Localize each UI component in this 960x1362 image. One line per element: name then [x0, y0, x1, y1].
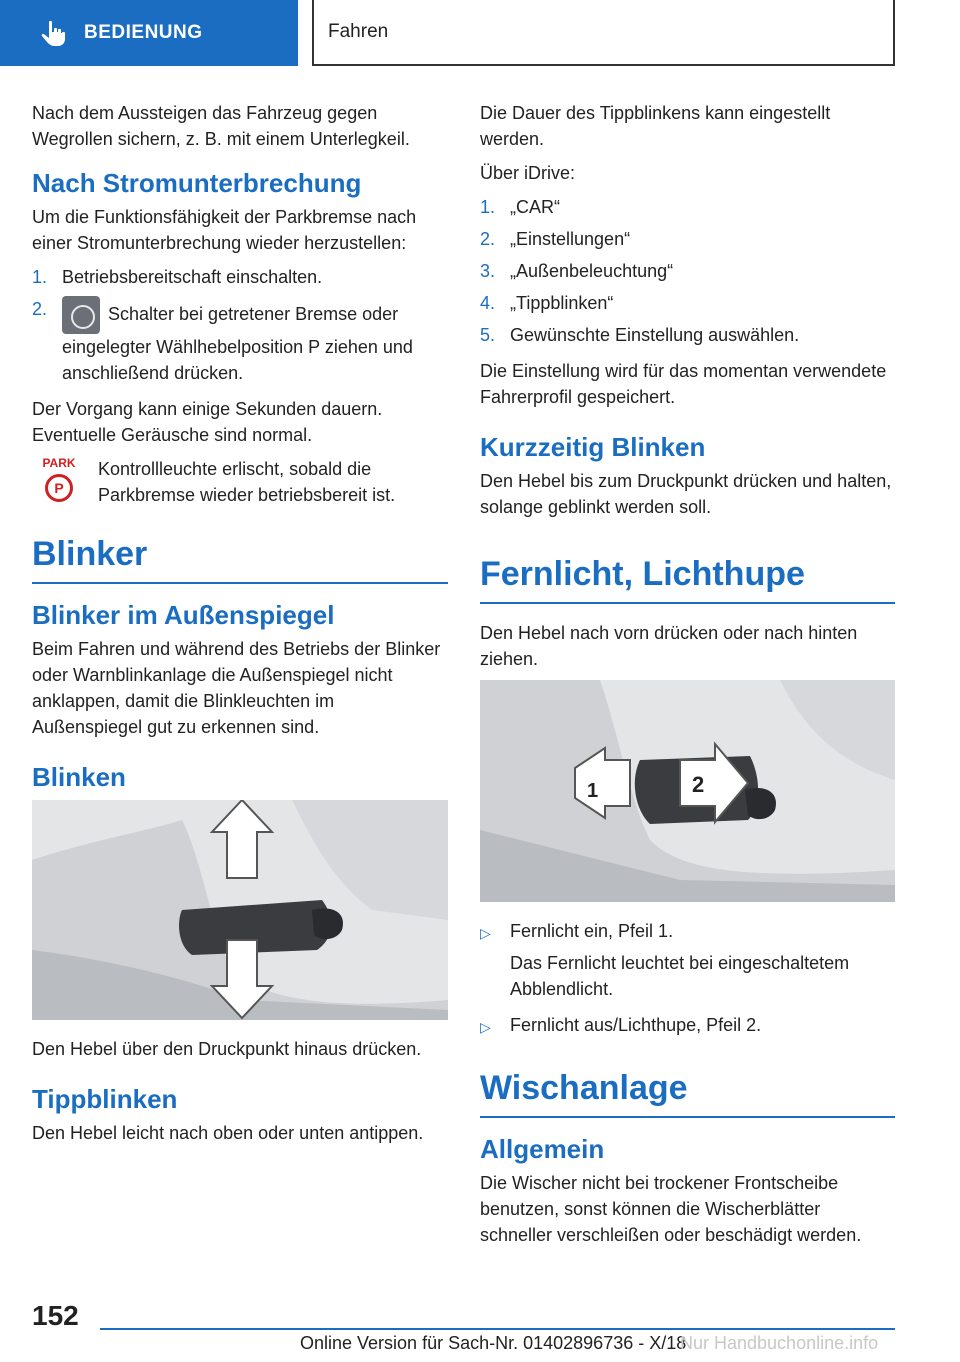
list-item [480, 290, 895, 316]
heading-stromunterbrechung: Nach Stromunterbrechung [32, 168, 362, 198]
step-number: 3. [480, 261, 496, 281]
triangle-bullet-icon: ▷ [480, 925, 491, 941]
list-item [32, 264, 448, 290]
step-number: 5. [480, 325, 496, 345]
triangle-bullet-icon: ▷ [480, 1019, 491, 1035]
lever-figure-graphic [32, 800, 448, 1020]
park-indicator-row [32, 456, 448, 508]
heading-allgemein: Allgemein [480, 1134, 605, 1164]
idrive-paragraph: Über iDrive: [480, 163, 576, 183]
step-text: Gewünschte Einstellung auswählen. [510, 325, 800, 345]
high-beam-lever-illustration [480, 680, 895, 902]
chapter-title: Fahren [328, 21, 389, 42]
blinken-paragraph: Den Hebel über den Druckpunkt hinaus drücken. [32, 1039, 422, 1059]
section-tab [0, 0, 298, 66]
vorgang-paragraph: Der Vorgang kann einige Sekunden dauern. Eventuelle Geräusche sind normal. [32, 399, 383, 445]
section-tab-label: BEDIENUNG [84, 22, 203, 43]
step-number: 4. [480, 293, 496, 313]
strom-steps [32, 264, 448, 386]
step-text: Betriebsbereitschaft einschalten. [62, 267, 323, 287]
fernlicht-paragraph: Den Hebel nach vorn drücken oder nach hinten ziehen. [480, 623, 858, 669]
bullet-subtext: Das Fernlicht leuchtet bei eingeschaltetem Abblendlicht. [510, 953, 850, 999]
strom-paragraph: Um die Funktionsfähigkeit der Parkbremse nach einer Stromunterbrechung wieder herzustellen: [32, 207, 417, 253]
list-item [480, 1012, 895, 1038]
step-text: „CAR“ [510, 197, 560, 217]
bullet-text: Fernlicht aus/Lichthupe, Pfeil 2. [510, 1015, 762, 1035]
heading-tippblinken: Tippblinken [32, 1084, 178, 1114]
heading-fernlicht: Fernlicht, Lichthupe [480, 554, 895, 604]
footer-watermark: Nur Handbuchonline.info [680, 1333, 879, 1353]
gespeichert-paragraph: Die Einstellung wird für das momentan verwendete Fahrerprofil gespeichert. [480, 361, 887, 407]
fernlicht-bullets [480, 918, 895, 1038]
list-item [480, 226, 895, 252]
list-item [32, 296, 448, 386]
page-number: 152 [32, 1300, 79, 1331]
idrive-steps [480, 194, 895, 348]
allgemein-paragraph: Die Wischer nicht bei trockener Frontscheibe benutzen, sonst können die Wischerblätter schneller verschleißen oder beschädigt werden. [480, 1173, 862, 1245]
arrow-label-2: 2 [692, 772, 705, 797]
kurzzeitig-paragraph: Den Hebel bis zum Druckpunkt drücken und halten, solange geblinkt werden soll. [480, 471, 892, 517]
parking-brake-switch-icon [62, 296, 100, 334]
list-item [480, 918, 895, 1002]
park-icon-symbol: P [45, 474, 73, 502]
chapter-header [312, 0, 895, 66]
park-text: Kontrollleuchte erlischt, sobald die Parkbremse wieder betriebsbereit ist. [98, 459, 396, 505]
step-number: 2. [32, 299, 48, 319]
step-text: „Tippblinken“ [510, 293, 614, 313]
heading-blinken: Blinken [32, 762, 126, 792]
step-text: „Außenbeleuchtung“ [510, 261, 674, 281]
list-item [480, 258, 895, 284]
footer-online-version: Online Version für Sach-Nr. 01402896736 - X/18 [300, 1333, 687, 1353]
heading-wischanlage: Wischanlage [480, 1068, 895, 1118]
dauer-paragraph: Die Dauer des Tippblinkens kann eingestellt werden. [480, 103, 831, 149]
step-number: 1. [480, 197, 496, 217]
turn-signal-lever-illustration [32, 800, 448, 1020]
bullet-text: Fernlicht ein, Pfeil 1. [510, 921, 674, 941]
intro-paragraph: Nach dem Aussteigen das Fahrzeug gegen Wegrollen sichern, z. B. mit einem Unterlegkeil. [32, 103, 410, 149]
step-text: „Einstellungen“ [510, 229, 631, 249]
step-text: Schalter bei getretener Bremse oder eingelegter Wählhebelposition P ziehen und anschließend drücken. [62, 304, 413, 383]
arrow-label-1: 1 [587, 780, 599, 802]
tippblinken-paragraph: Den Hebel leicht nach oben oder unten antippen. [32, 1123, 424, 1143]
list-item [480, 322, 895, 348]
step-number: 2. [480, 229, 496, 249]
heading-blinker: Blinker [32, 534, 448, 584]
park-icon-label: PARK [42, 456, 76, 470]
list-item [480, 194, 895, 220]
heading-kurzzeitig-blinken: Kurzzeitig Blinken [480, 432, 706, 462]
left-column [32, 100, 448, 1154]
high-beam-figure-graphic [480, 680, 895, 902]
heading-blinker-aussenspiegel: Blinker im Außenspiegel [32, 600, 335, 630]
aussenspiegel-paragraph: Beim Fahren und während des Betriebs der Blinker oder Warnblinkanlage die Außenspiegel nicht anklappen, damit die Blinkleuchten im Außenspiegel gut zu erkennen sind. [32, 639, 441, 737]
footer-rule [100, 1328, 895, 1330]
step-number: 1. [32, 267, 48, 287]
right-column [480, 100, 895, 1256]
hand-pointer-icon [38, 18, 68, 48]
park-warning-icon [32, 456, 86, 508]
